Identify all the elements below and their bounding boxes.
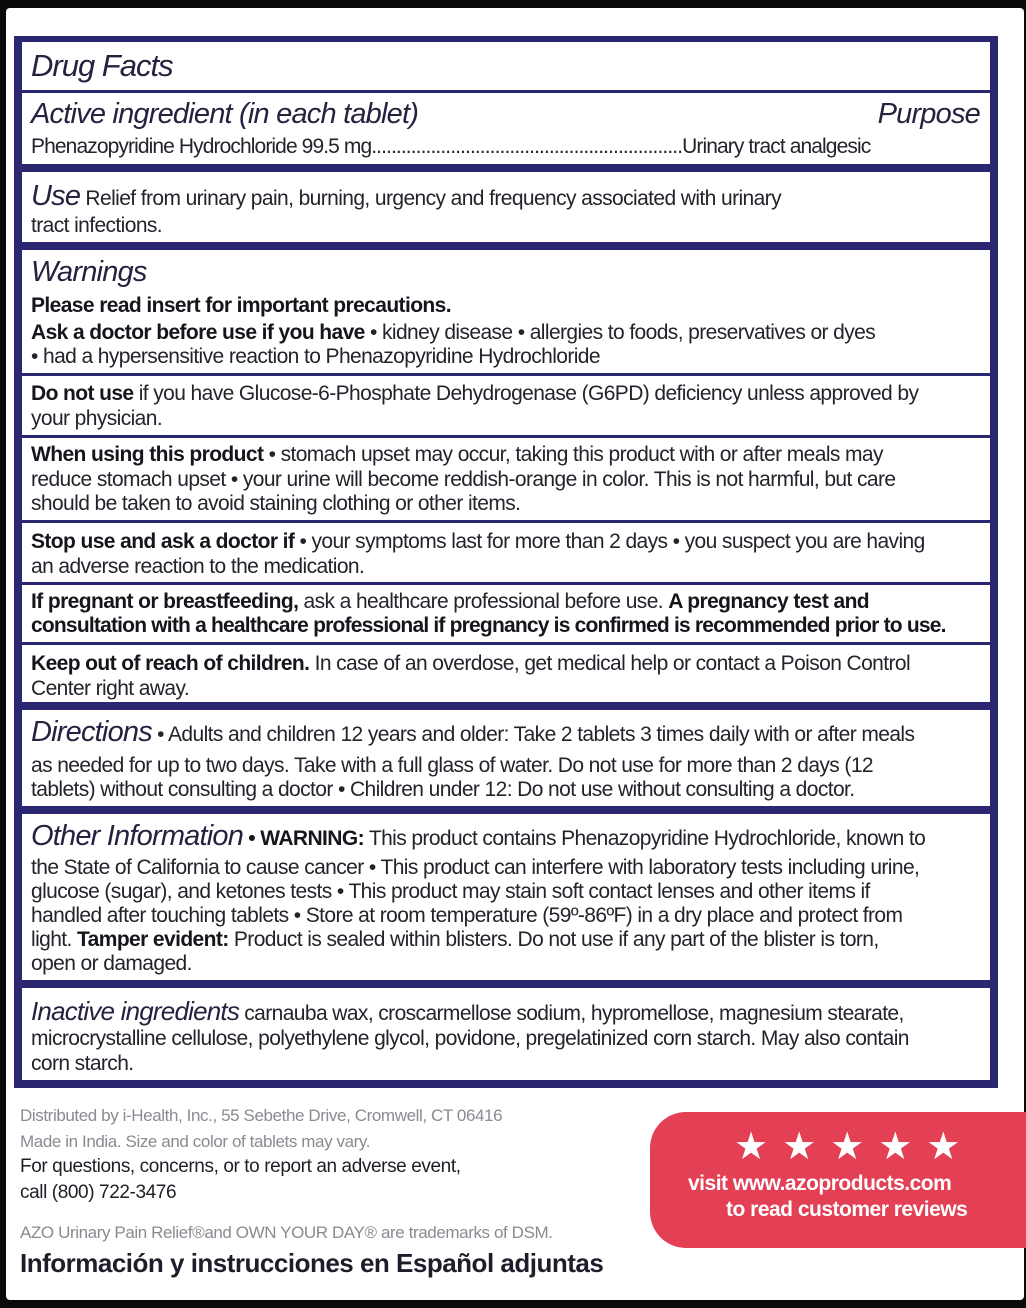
pregnant-line2: [31, 614, 946, 638]
made-in: Made in India. Size and color of tablets may vary.: [20, 1132, 371, 1151]
use-line1: [31, 180, 781, 213]
divider: [22, 582, 990, 585]
ask-doctor-bold: Ask a doctor before use if you have: [31, 321, 365, 344]
keep-out-line1: [31, 652, 910, 676]
phone-number: call (800) 722-3476: [20, 1182, 177, 1203]
divider: [22, 435, 990, 438]
spanish-note: Información y instrucciones en Español adjuntas: [20, 1248, 604, 1278]
directions-text: • Adults and children 12 years and older: Take 2 tablets 3 times daily with or after meals: [151, 723, 915, 746]
visit-link[interactable]: visit www.azoproducts.com: [688, 1172, 952, 1195]
divider: [22, 520, 990, 523]
use-line2: tract infections.: [31, 214, 163, 237]
please-read-line: [31, 294, 451, 318]
drug-facts-title: Drug Facts: [31, 48, 173, 83]
other-information-heading: Other Information: [31, 820, 244, 852]
directions-heading: Directions: [31, 716, 152, 748]
distributed-by: Distributed by i-Health, Inc., 55 Sebethe Drive, Cromwell, CT 06416: [20, 1106, 503, 1125]
other-line1-text: This product contains Phenazopyridine Hydrochloride, known to: [363, 827, 926, 850]
inactive-ingredients-box: [22, 988, 990, 1080]
questions-line1: For questions, concerns, or to report an adverse event,: [20, 1156, 461, 1177]
inactive-ingredients-heading: Inactive ingredients: [31, 996, 240, 1026]
do-not-use-line1: [31, 382, 918, 406]
directions-line3: tablets) without consulting a doctor • Children under 12: Do not use without consulting a doctor.: [31, 778, 855, 801]
other-line5-start: light.: [31, 928, 77, 951]
do-not-use-bold: Do not use: [31, 382, 134, 405]
other-line5-text: Product is sealed within blisters. Do not use if any part of the blister is torn,: [228, 928, 879, 951]
use-text: Relief from urinary pain, burning, urgency and frequency associated with urinary: [85, 187, 781, 210]
please-read-text: Please read insert for important precautions.: [31, 294, 451, 317]
warnings-box: [22, 250, 990, 702]
when-using-bold: When using this product: [31, 443, 264, 466]
ask-doctor-line2: • had a hypersensitive reaction to Phenazopyridine Hydrochloride: [31, 345, 600, 368]
other-line3: glucose (sugar), and ketones tests • This product may stain soft contact lenses and other items if: [31, 880, 870, 903]
tamper-evident-bold: Tamper evident:: [77, 928, 229, 951]
drug-facts-label: [6, 8, 1024, 1300]
pregnant-text: ask a healthcare professional before use.: [298, 590, 669, 613]
other-line5: [31, 928, 879, 952]
active-ingredient-heading: Active ingredient (in each tablet): [31, 98, 419, 130]
use-box: [22, 172, 990, 242]
use-heading: Use: [31, 180, 81, 212]
pregnant-line1: [31, 590, 869, 614]
inactive-line1: [31, 996, 904, 1027]
reviews-text: to read customer reviews: [726, 1198, 968, 1221]
ingredient-line: Phenazopyridine Hydrochloride 99.5 mg...............................................................Urinary tract analgesic: [31, 135, 871, 158]
ask-doctor-text: • kidney disease • allergies to foods, preservatives or dyes: [364, 321, 876, 344]
do-not-use-text: if you have Glucose-6-Phosphate Dehydrogenase (G6PD) deficiency unless approved by: [133, 382, 919, 405]
reviews-badge: [650, 1112, 1026, 1248]
pregnant-bold2: A pregnancy test and: [668, 590, 870, 613]
purpose-heading: Purpose: [877, 98, 980, 130]
pregnant-bold: If pregnant or breastfeeding,: [31, 590, 299, 613]
directions-line2: as needed for up to two days. Take with a full glass of water. Do not use for more than 2 days (12: [31, 754, 873, 777]
pregnant-line2-text: consultation with a healthcare professional if pregnancy is confirmed is recommended prior to use.: [31, 614, 946, 637]
divider: [22, 90, 990, 93]
when-using-line1: [31, 443, 883, 467]
when-using-line2: reduce stomach upset • your urine will become reddish-orange in color. This is not harmful, but care: [31, 468, 896, 491]
stop-use-text: • your symptoms last for more than 2 days • you suspect you are having: [294, 530, 925, 553]
warnings-heading: Warnings: [31, 256, 147, 288]
do-not-use-line2: your physician.: [31, 407, 163, 430]
other-line4: handled after touching tablets • Store at room temperature (59º-86ºF) in a dry place and protect from: [31, 904, 903, 927]
divider: [22, 373, 990, 376]
keep-out-text: In case of an overdose, get medical help or contact a Poison Control: [309, 652, 911, 675]
other-line6: open or damaged.: [31, 952, 192, 975]
other-line1: [31, 820, 925, 853]
other-information-box: [22, 814, 990, 980]
keep-out-line2: Center right away.: [31, 677, 190, 700]
ask-doctor-line1: [31, 321, 875, 345]
other-line2: the State of California to cause cancer • This product can interfere with laboratory tests including urine,: [31, 856, 920, 879]
stop-use-bold: Stop use and ask a doctor if: [31, 530, 295, 553]
when-using-line3: should be taken to avoid staining clothing or other items.: [31, 492, 521, 515]
stop-use-line1: [31, 530, 925, 554]
inactive-line3: corn starch.: [31, 1052, 134, 1075]
divider: [22, 642, 990, 645]
directions-box: [22, 710, 990, 806]
active-ingredient-box: [22, 42, 990, 164]
drug-facts-panel: [14, 36, 998, 1088]
when-using-text: • stomach upset may occur, taking this product with or after meals may: [263, 443, 883, 466]
stop-use-line2: an adverse reaction to the medication.: [31, 555, 365, 578]
other-warning-bold: • WARNING:: [243, 827, 364, 850]
inactive-line2: microcrystalline cellulose, polyethylene glycol, povidone, pregelatinized corn starch. May also contain: [31, 1027, 909, 1050]
directions-line1: [31, 716, 914, 749]
inactive-text: carnauba wax, croscarmellose sodium, hypromellose, magnesium stearate,: [239, 1002, 904, 1025]
keep-out-bold: Keep out of reach of children.: [31, 652, 310, 675]
footer: [6, 1088, 1024, 1300]
star-rating-icon: ★★★★★: [734, 1126, 975, 1168]
trademarks: AZO Urinary Pain Relief®and OWN YOUR DAY® are trademarks of DSM.: [20, 1223, 553, 1242]
